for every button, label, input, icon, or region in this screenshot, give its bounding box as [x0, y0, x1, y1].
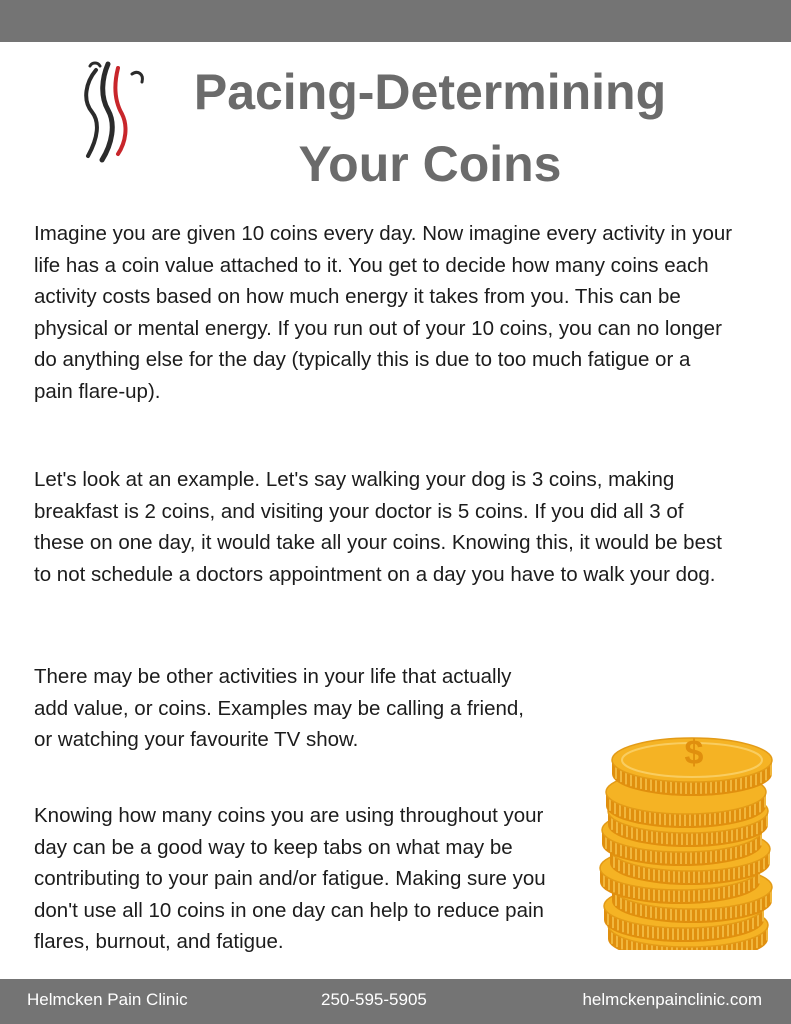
- title-line-2: Your Coins: [298, 136, 562, 192]
- footer-website[interactable]: helmckenpainclinic.com: [582, 990, 762, 1009]
- footer-bar: [0, 979, 791, 1024]
- top-bar: [0, 0, 791, 42]
- footer-clinic-name: Helmcken Pain Clinic: [27, 990, 188, 1009]
- title-line-1: Pacing-Determining: [193, 64, 667, 120]
- coin-stack-icon: [596, 720, 780, 950]
- paragraph-example: Let's look at an example. Let's say walking your dog is 3 coins, making breakfast is 2 coins, and visiting your doctor is 5 coins. If you did all 3 of these on one day, it would take all your coins. Knowing this, it would be best to not schedule a doctors appointment on a day you have to walk your dog.: [34, 468, 722, 586]
- paragraph-coins-intro: Imagine you are given 10 coins every day. Now imagine every activity in your life has a coin value attached to it. You get to decide how many coins each activity costs based on how much energy it takes from you. This can be physical or mental energy. If you run out of your 10 coins, you can no longer do anything else for the day (typically this is due to too much fatigue or a pain flare-up).: [34, 222, 733, 403]
- page-title: [170, 56, 690, 200]
- dollar-sign: $: [684, 734, 704, 772]
- footer-phone: 250-595-5905: [321, 990, 427, 1009]
- paragraph-tracking: Knowing how many coins you are using throughout your day can be a good way to keep tabs on what may be contributing to your pain and/or fatigue. Making sure you don't use all 10 coins in one day can help to reduce pain flares, burnout, and fatigue.: [34, 804, 546, 953]
- spine-logo-icon: [78, 56, 158, 168]
- paragraph-add-value: There may be other activities in your life that actually add value, or coins. Examples may be calling a friend, or watching your favourite TV show.: [34, 665, 524, 751]
